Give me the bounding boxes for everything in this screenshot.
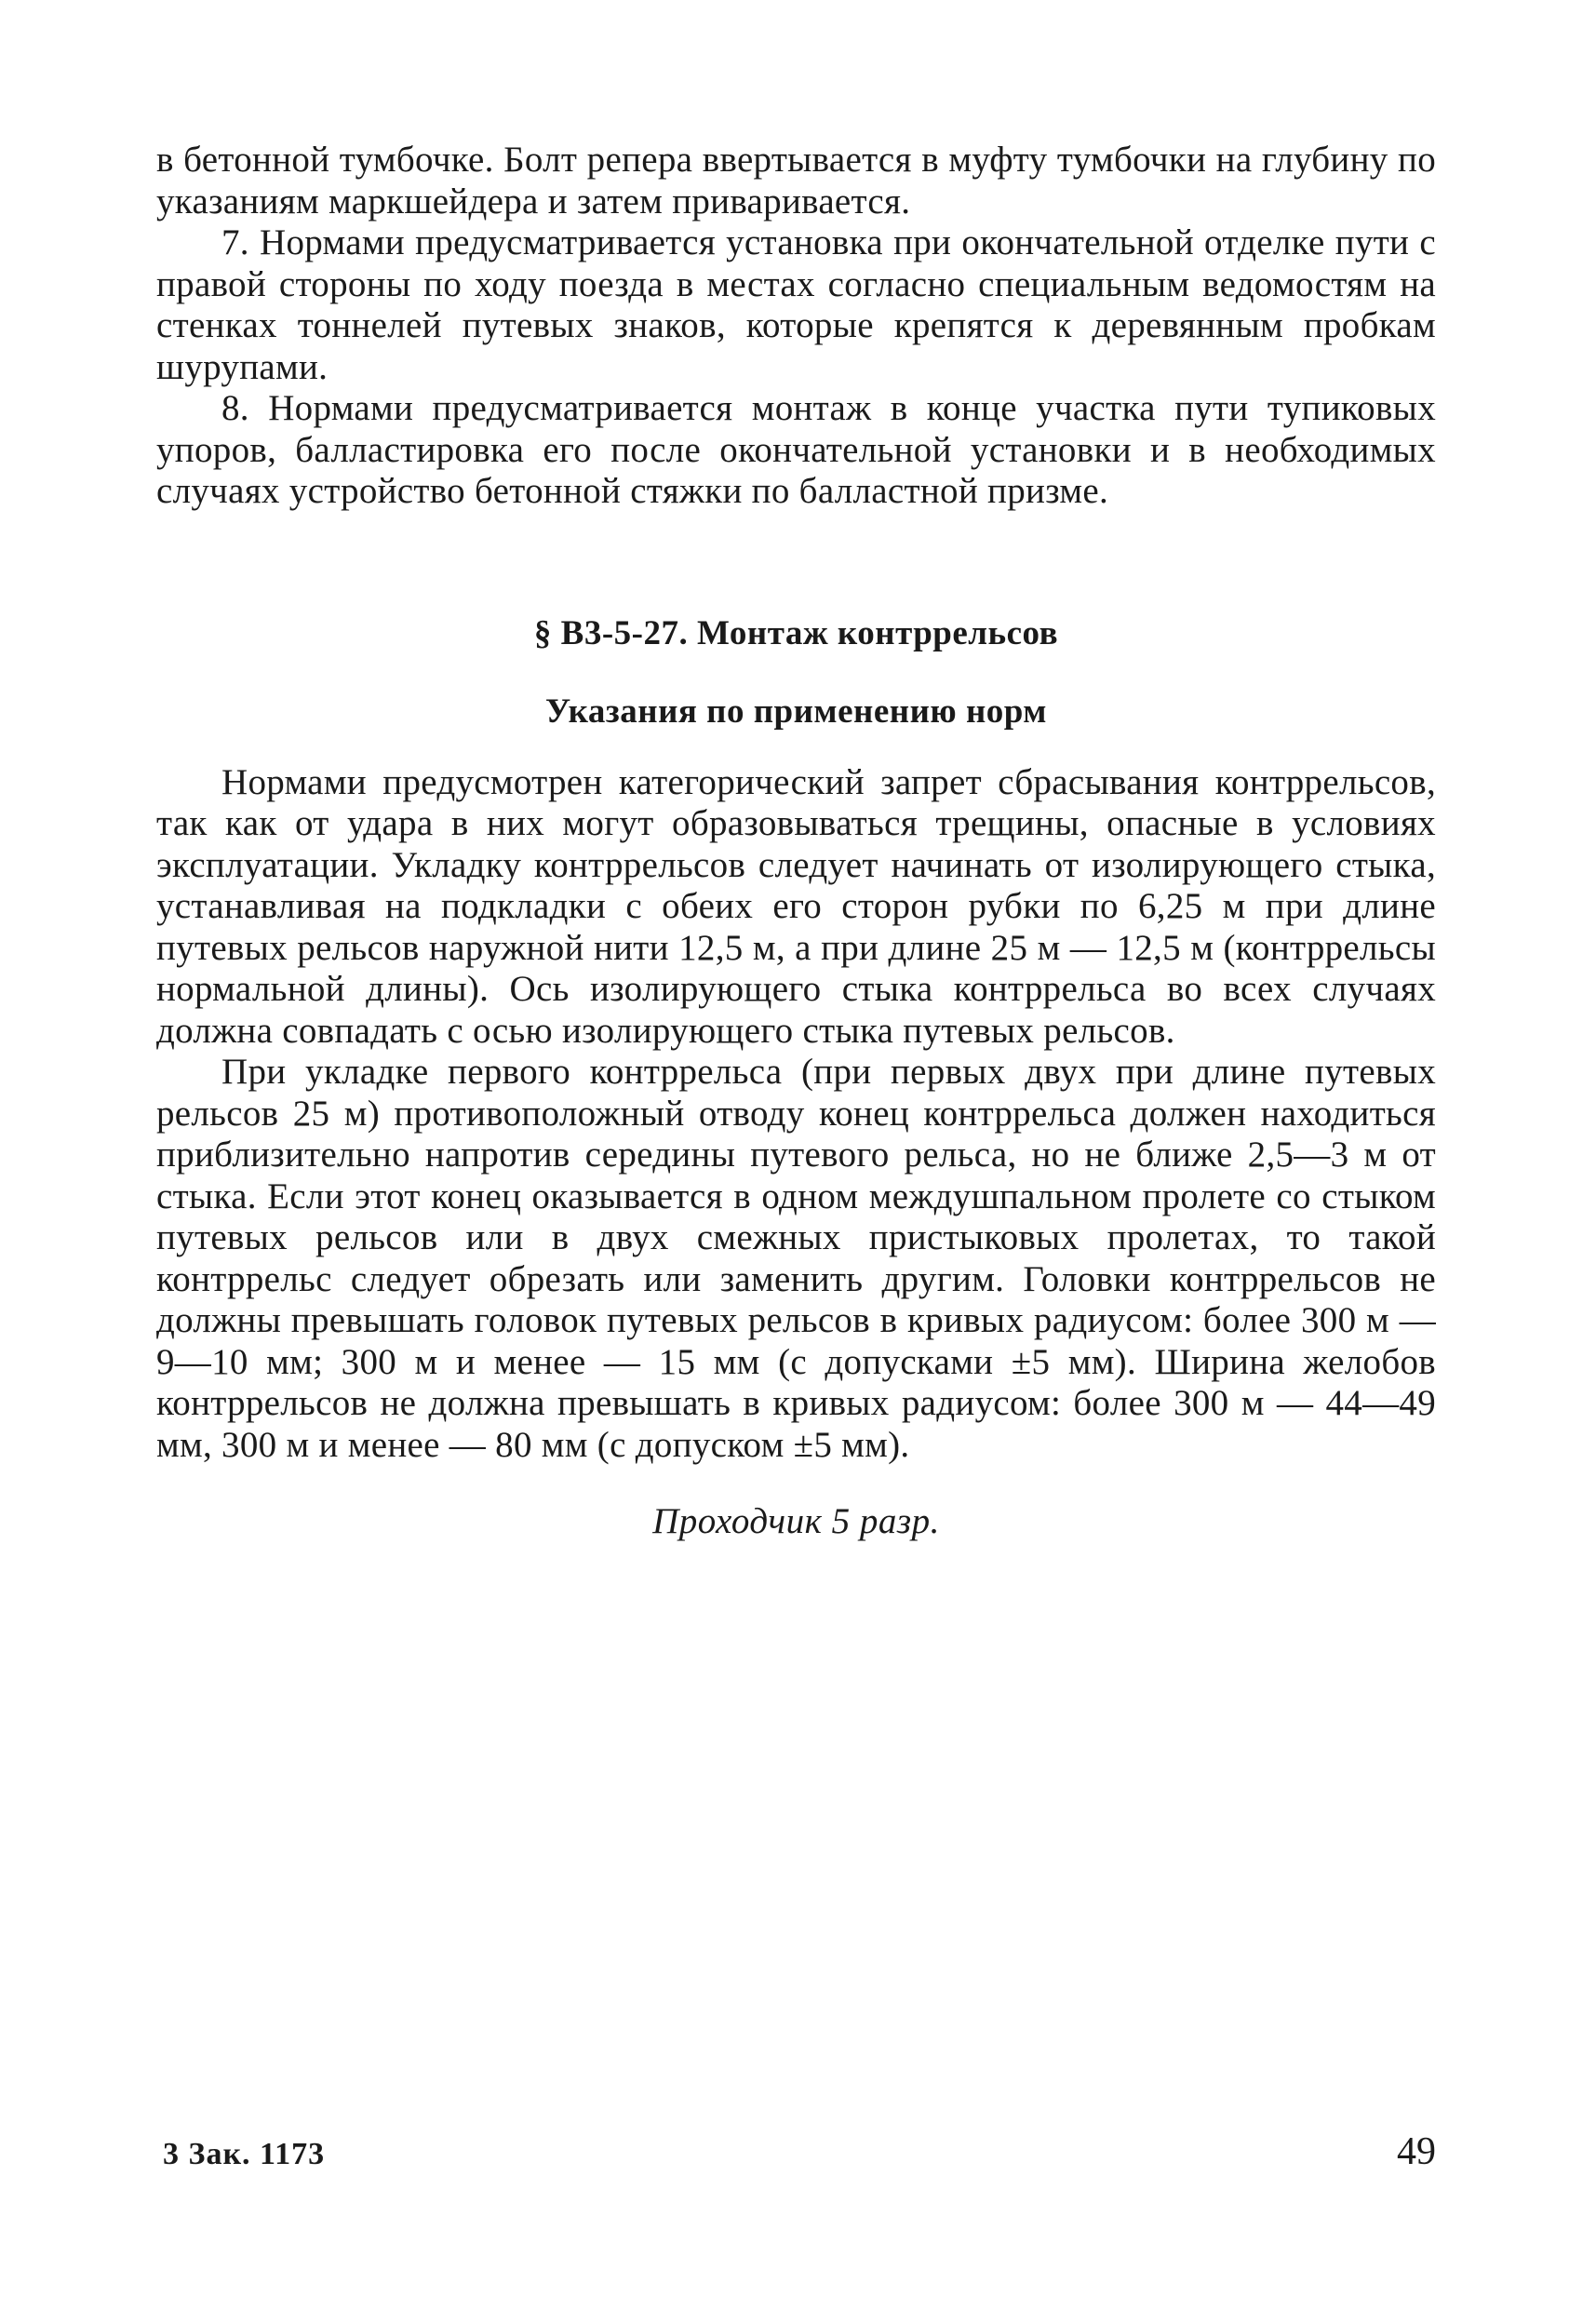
paragraph-item-7: 7. Нормами предусматривается установка при окончательной отделке пути с правой стороны по ходу поезда в местах согласно специальным ведомостям на стенках тоннелей путевых знаков, которые крепятся к деревянным пробкам шурупами. (156, 222, 1436, 387)
section-paragraph-1: Нормами предусмотрен категорический запрет сбрасывания контррельсов, так как от удара в них могут образовываться трещины, опасные в условиях эксплуатации. Укладку контррельсов следует начинать от изолирующего стыка, устанавливая на подкладки с обеих его сторон рубки по 6,25 м при длине путевых рельсов наружной нити 12,5 м, а при длине 25 м — 12,5 м (контррельсы нормальной длины). Ось изолирующего стыка контррельса во всех случаях должна совпадать с осью изолирующего стыка путевых рельсов. (156, 761, 1436, 1051)
section-paragraph-2: При укладке первого контррельса (при первых двух при длине путевых рельсов 25 м) противоположный отводу конец контррельса должен находиться приблизительно напротив середины путевого рельса, но не ближе 2,5—3 м от стыка. Если этот конец оказывается в одном междушпальном пролете со стыком путевых рельсов или в двух смежных пристыковых пролетах, то такой контррельс следует обрезать или заменить другим. Головки контррельсов не должны превышать головок путевых рельсов в кривых радиусом: более 300 м — 9—10 мм; 300 м и менее — 15 мм (с допусками ±5 мм). Ширина желобов контррельсов не должна превышать в кривых радиусом: более 300 м — 44—49 мм, 300 м и менее — 80 мм (с допуском ±5 мм). (156, 1052, 1436, 1465)
page-number: 49 (1397, 2130, 1436, 2173)
paragraph-continuation: в бетонной тумбочке. Болт репера ввертывается в муфту тумбочки на глубину по указаниям маркшейдера и затем приваривается. (156, 140, 1436, 222)
page-body (156, 140, 1436, 1542)
footer-order-number: 3 Зак. 1173 (163, 2137, 326, 2171)
section-title: § В3-5-27. Монтаж контррельсов (533, 613, 1059, 652)
worker-category: Проходчик 5 разр. (652, 1501, 940, 1541)
paragraph-item-8: 8. Нормами предусматривается монтаж в конце участка пути тупиковых упоров, балластировка его после окончательной установки и в необходимых случаях устройство бетонной стяжки по балластной призме. (156, 388, 1436, 511)
section-subtitle: Указания по применению норм (545, 692, 1047, 731)
